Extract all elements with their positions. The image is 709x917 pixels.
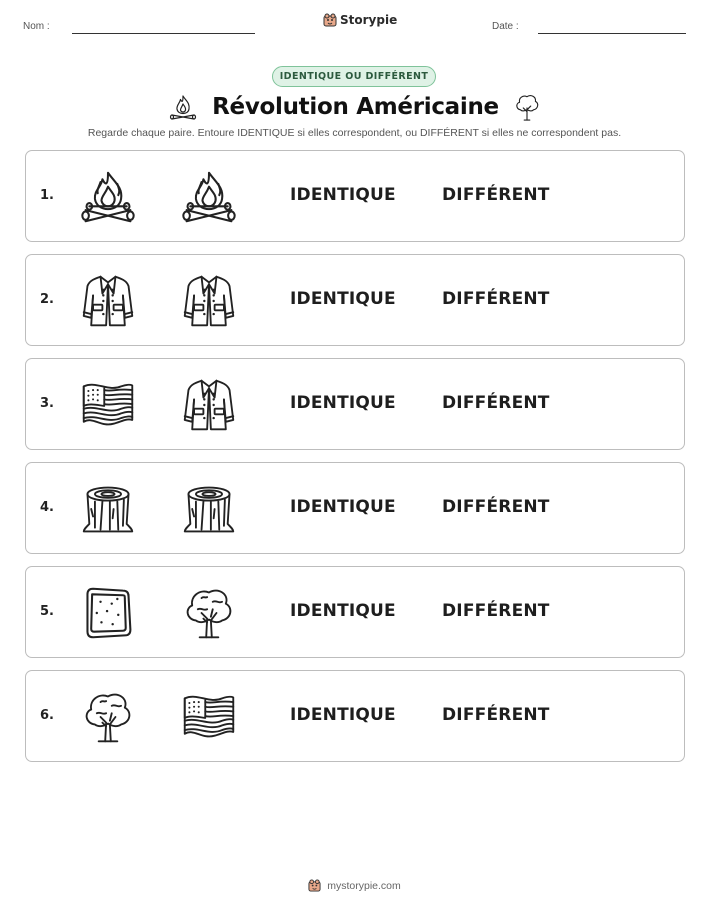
campfire-icon <box>181 169 237 225</box>
option-identique[interactable]: IDENTIQUE <box>290 705 396 725</box>
option-different[interactable]: DIFFÉRENT <box>442 393 550 413</box>
option-different[interactable]: DIFFÉRENT <box>442 601 550 621</box>
row-number: 4. <box>40 500 54 515</box>
option-different[interactable]: DIFFÉRENT <box>442 185 550 205</box>
pair-row-6 <box>25 670 685 762</box>
title-row <box>0 88 709 126</box>
footer <box>0 879 709 892</box>
option-different[interactable]: DIFFÉRENT <box>442 497 550 517</box>
tree-stump-icon <box>80 481 136 537</box>
row-number: 2. <box>40 292 54 307</box>
option-identique[interactable]: IDENTIQUE <box>290 601 396 621</box>
brand-logo <box>323 13 397 27</box>
tree-icon <box>181 585 237 641</box>
option-identique[interactable]: IDENTIQUE <box>290 289 396 309</box>
pair-row-1 <box>25 150 685 242</box>
worksheet-header <box>0 0 709 40</box>
colonial-coat-icon <box>181 273 237 329</box>
american-flag-icon <box>80 377 136 433</box>
campfire-icon <box>80 169 136 225</box>
option-identique[interactable]: IDENTIQUE <box>290 185 396 205</box>
option-identique[interactable]: IDENTIQUE <box>290 497 396 517</box>
option-different[interactable]: DIFFÉRENT <box>442 705 550 725</box>
option-different[interactable]: DIFFÉRENT <box>442 289 550 309</box>
tree-icon <box>80 689 136 745</box>
storypie-logo-icon <box>323 13 337 27</box>
row-number: 1. <box>40 188 54 203</box>
row-number: 3. <box>40 396 54 411</box>
brand-name: Storypie <box>340 13 398 27</box>
row-number: 5. <box>40 604 54 619</box>
pair-row-2 <box>25 254 685 346</box>
american-flag-icon <box>181 689 237 745</box>
option-identique[interactable]: IDENTIQUE <box>290 393 396 413</box>
cracker-icon <box>80 585 136 641</box>
date-label: Date : <box>492 21 519 32</box>
pair-row-4 <box>25 462 685 554</box>
page-title: Révolution Américaine <box>212 94 499 120</box>
row-number: 6. <box>40 708 54 723</box>
campfire-icon <box>168 92 198 122</box>
tree-stump-icon <box>181 481 237 537</box>
date-line[interactable] <box>538 33 686 34</box>
pairs-list <box>25 150 685 774</box>
name-line[interactable] <box>72 33 255 34</box>
storypie-logo-icon <box>308 879 321 892</box>
pair-row-5 <box>25 566 685 658</box>
worksheet-type-badge: IDENTIQUE OU DIFFÉRENT <box>272 66 436 87</box>
pair-row-3 <box>25 358 685 450</box>
footer-url[interactable]: mystorypie.com <box>327 879 401 892</box>
tree-icon <box>513 92 541 122</box>
name-label: Nom : <box>23 21 50 32</box>
colonial-coat-icon <box>181 377 237 433</box>
colonial-coat-icon <box>80 273 136 329</box>
instructions: Regarde chaque paire. Entoure IDENTIQUE si elles correspondent, ou DIFFÉRENT si elles ne correspondent pas. <box>87 127 622 139</box>
